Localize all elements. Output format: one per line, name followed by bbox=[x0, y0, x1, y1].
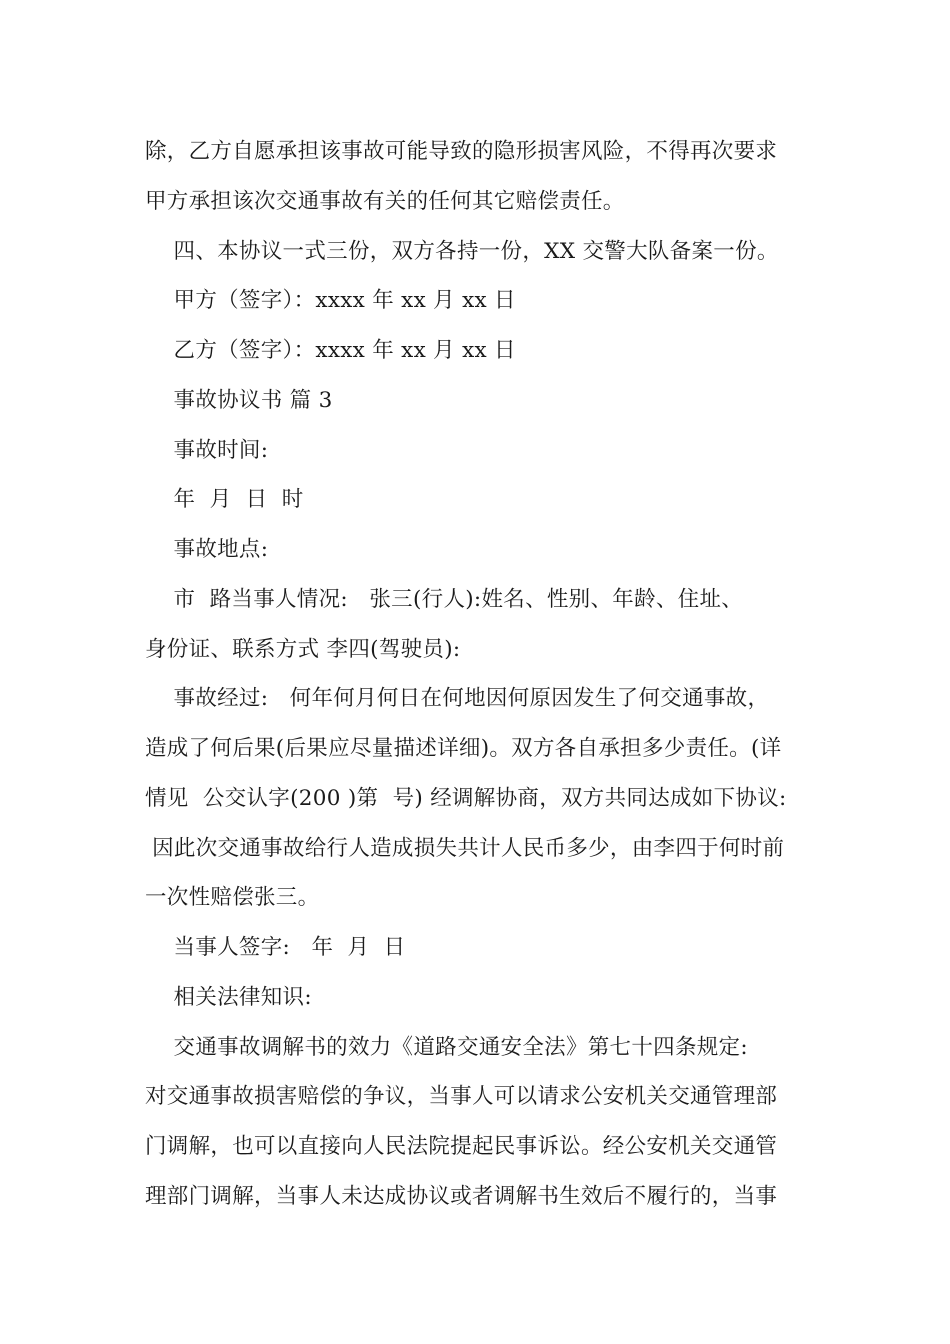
section-heading: 事故协议书 篇 3 bbox=[145, 388, 333, 413]
text-line: 甲方（签字）：xxxx 年 xx 月 xx 日 bbox=[145, 288, 516, 313]
text-line: 市 路当事人情况: 张三(行人):姓名、性别、年龄、住址、 bbox=[145, 587, 744, 612]
text-line: 事故经过: 何年何月何日在何地因何原因发生了何交通事故， bbox=[145, 686, 770, 711]
text-line: 事故地点: bbox=[145, 537, 269, 562]
text-line: 交通事故调解书的效力《道路交通安全法》第七十四条规定: bbox=[145, 1035, 748, 1060]
text-line: 除，乙方自愿承担该事故可能导致的隐形损害风险，不得再次要求 bbox=[145, 139, 778, 164]
text-line: 门调解，也可以直接向人民法院提起民事诉讼。经公安机关交通管 bbox=[145, 1134, 778, 1159]
text-line: 因此次交通事故给行人造成损失共计人民币多少，由李四于何时前 bbox=[145, 836, 785, 861]
text-line: 甲方承担该次交通事故有关的任何其它赔偿责任。 bbox=[145, 189, 625, 214]
text-line: 对交通事故损害赔偿的争议，当事人可以请求公安机关交通管理部 bbox=[145, 1084, 778, 1109]
text-line: 乙方（签字）：xxxx 年 xx 月 xx 日 bbox=[145, 338, 516, 363]
text-line: 身份证、联系方式 李四(驾驶员): bbox=[145, 637, 461, 662]
text-line: 年 月 日 时 bbox=[145, 487, 304, 512]
text-line: 事故时间: bbox=[145, 438, 269, 463]
text-line: 一次性赔偿张三。 bbox=[145, 885, 320, 910]
text-line: 情见 公交认字(200 )第 号) 经调解协商，双方共同达成如下协议: bbox=[145, 786, 787, 811]
text-line: 相关法律知识: bbox=[145, 985, 312, 1010]
text-line: 四、本协议一式三份，双方各持一份，XX 交警大队备案一份。 bbox=[145, 239, 779, 264]
text-line: 当事人签字: 年 月 日 bbox=[145, 935, 406, 960]
text-line: 造成了何后果(后果应尽量描述详细)。双方各自承担多少责任。(详 bbox=[145, 736, 782, 761]
text-line: 理部门调解，当事人未达成协议或者调解书生效后不履行的，当事 bbox=[145, 1184, 778, 1209]
